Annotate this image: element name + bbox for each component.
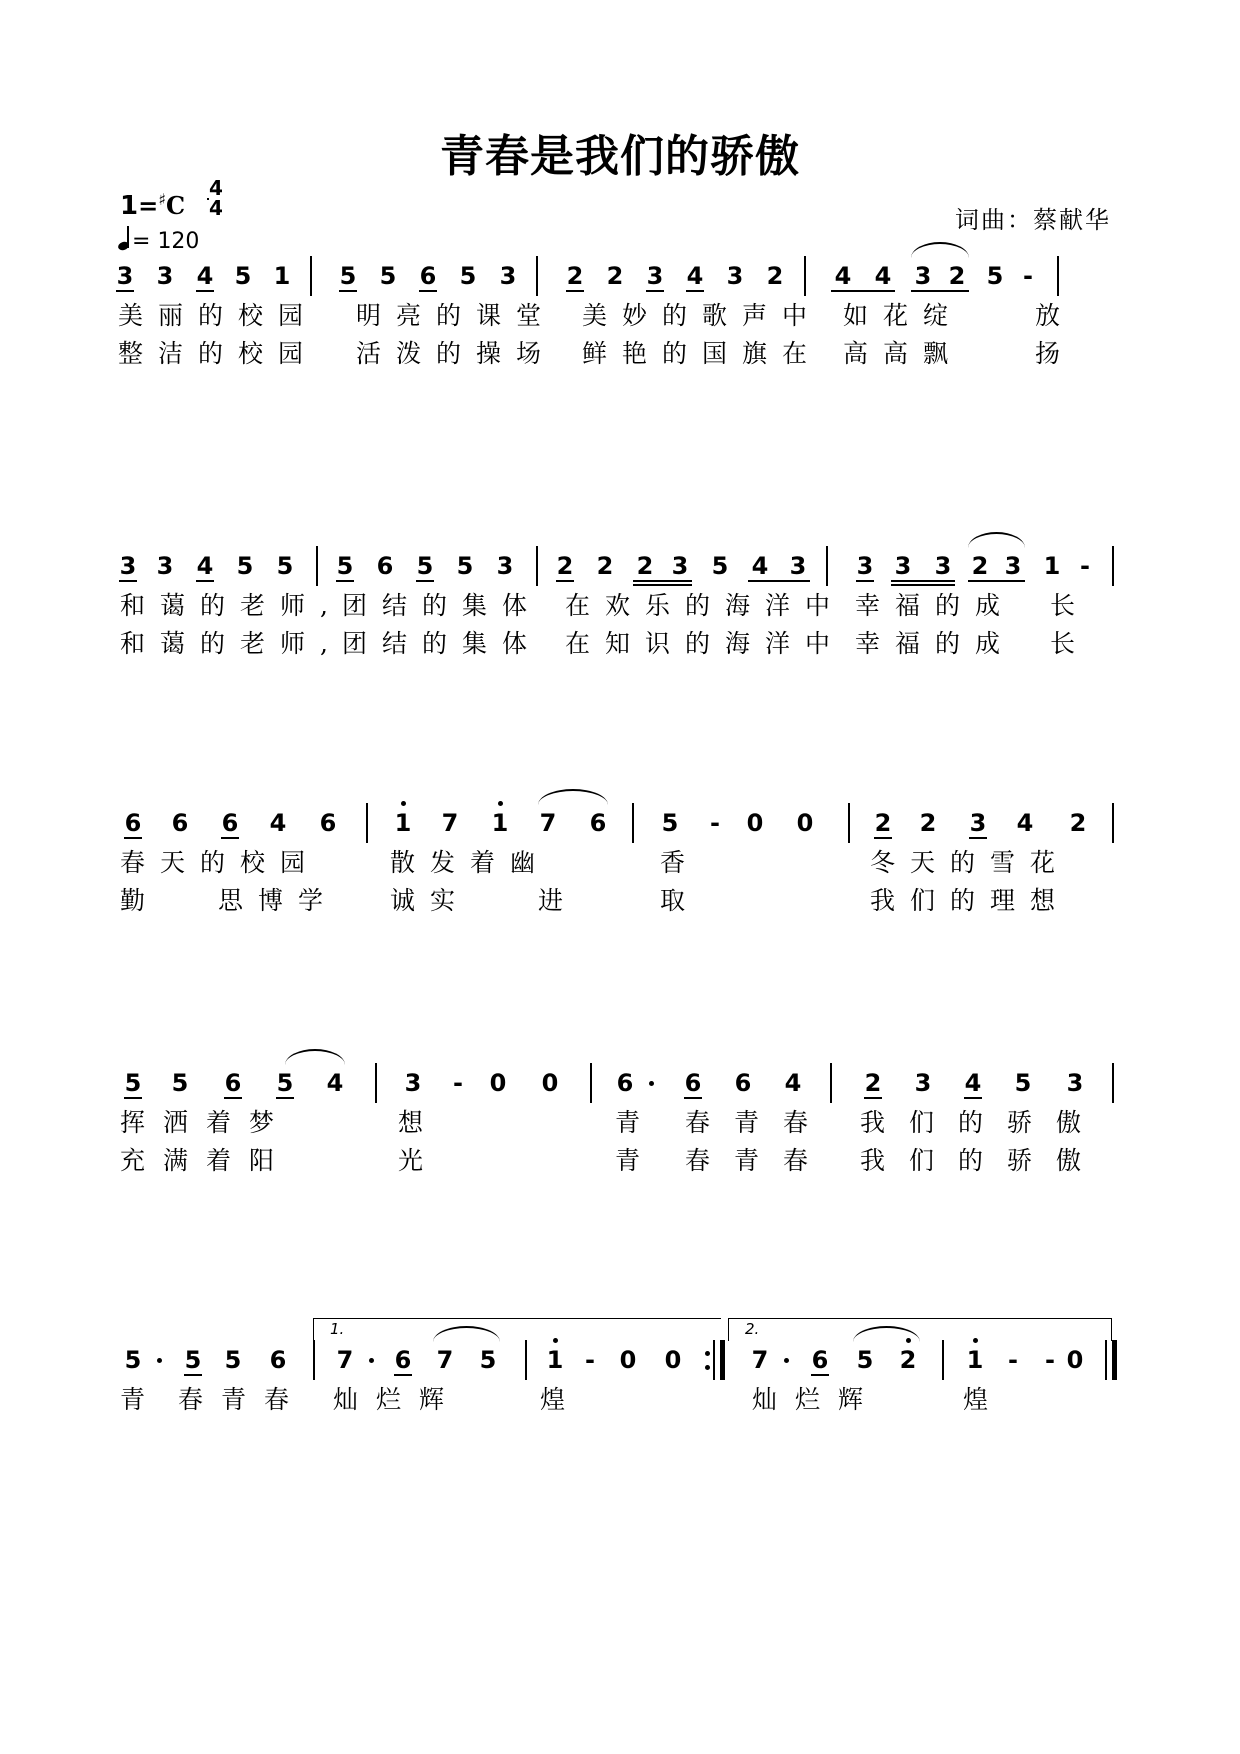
song-title: 青春是我们的骄傲	[440, 131, 800, 182]
note: 5	[276, 552, 294, 580]
note: 2	[948, 262, 966, 290]
note: 4	[751, 552, 769, 580]
barline	[804, 256, 806, 296]
note: 0	[489, 1069, 507, 1097]
barline	[942, 1340, 944, 1380]
note: 5	[711, 552, 729, 580]
barline	[848, 803, 850, 843]
note: 6	[811, 1346, 829, 1374]
note: 1	[1043, 552, 1061, 580]
key-signature: 1=♯C	[120, 190, 186, 221]
underline	[276, 1097, 294, 1099]
note: 3	[156, 262, 174, 290]
note: 3	[1004, 552, 1022, 580]
lyric-text: 青	[120, 1385, 146, 1414]
underline	[646, 290, 664, 292]
augmentation-dot	[369, 1358, 374, 1363]
lyric-text: 美妙的歌声中	[582, 301, 823, 330]
note: 5	[276, 1069, 294, 1097]
augmentation-dot	[649, 1081, 654, 1086]
underline	[964, 1097, 982, 1099]
dash: -	[1080, 552, 1090, 580]
dash: -	[585, 1346, 595, 1374]
barline	[310, 256, 312, 296]
note: 4	[964, 1069, 982, 1097]
note: 3	[789, 552, 807, 580]
barline	[632, 803, 634, 843]
note: 5	[124, 1069, 142, 1097]
note: 2	[596, 552, 614, 580]
note: 6	[319, 809, 337, 837]
barline	[590, 1063, 592, 1103]
note: 5	[236, 552, 254, 580]
barline	[536, 546, 538, 586]
note: 6	[419, 262, 437, 290]
note: 3	[914, 262, 932, 290]
octave-dot	[973, 1338, 978, 1343]
dash: -	[710, 809, 720, 837]
repeat-dot	[705, 1351, 710, 1356]
underline	[119, 580, 137, 582]
note: 0	[619, 1346, 637, 1374]
lyric-text: 团结的集体	[342, 591, 543, 620]
lyric-text: 团结的集体	[342, 629, 543, 658]
lyric-text: 挥洒着梦	[120, 1108, 293, 1137]
barline	[826, 546, 828, 586]
note: 5	[661, 809, 679, 837]
octave-dot	[498, 801, 503, 806]
note: 3	[646, 262, 664, 290]
note: 0	[796, 809, 814, 837]
barline	[720, 1340, 725, 1380]
octave-dot	[553, 1338, 558, 1343]
note: 5	[336, 552, 354, 580]
lyric-text: 和蔼的老师,	[120, 591, 343, 620]
underline	[684, 1097, 702, 1099]
note: 7	[539, 809, 557, 837]
note: 2	[556, 552, 574, 580]
lyric-text: 春青春	[685, 1146, 833, 1175]
barline	[316, 546, 318, 586]
underline	[566, 290, 584, 292]
note: 2	[971, 552, 989, 580]
volta-number-2: 2.	[745, 1320, 760, 1338]
barline	[536, 256, 538, 296]
note: 5	[856, 1346, 874, 1374]
barline	[713, 1340, 715, 1380]
lyric-text: 青	[615, 1146, 641, 1175]
underline	[811, 1374, 829, 1376]
lyric-text: 诚实	[390, 886, 471, 915]
dash: -	[1045, 1346, 1055, 1374]
underline	[124, 1097, 142, 1099]
barline	[366, 803, 368, 843]
lyric-text: 充满着阳	[120, 1146, 293, 1175]
note: 1	[546, 1346, 564, 1374]
note: 0	[541, 1069, 559, 1097]
note: 2	[919, 809, 937, 837]
note: 4	[784, 1069, 802, 1097]
underline	[556, 580, 574, 582]
note: 2	[566, 262, 584, 290]
tie-arc	[538, 789, 608, 805]
lyric-text: 香	[660, 848, 686, 877]
note: 5	[124, 1346, 142, 1374]
lyric-text: 美丽的校园	[118, 301, 319, 330]
note: 3	[934, 552, 952, 580]
octave-dot	[401, 801, 406, 806]
tie-arc	[911, 242, 969, 258]
note: 7	[441, 809, 459, 837]
note: 3	[1066, 1069, 1084, 1097]
underline	[339, 290, 357, 292]
underline	[686, 290, 704, 292]
lyric-text: 活泼的操场	[356, 339, 557, 368]
note: 6	[269, 1346, 287, 1374]
note: 5	[479, 1346, 497, 1374]
underline	[184, 1374, 202, 1376]
barline	[1057, 256, 1059, 296]
note: 3	[119, 552, 137, 580]
note: 5	[379, 262, 397, 290]
lyric-text: 散发着幽	[390, 848, 551, 877]
volta-bracket-1	[313, 1318, 721, 1341]
note: 7	[336, 1346, 354, 1374]
note: 3	[914, 1069, 932, 1097]
underline	[394, 1374, 412, 1376]
note: 5	[184, 1346, 202, 1374]
note: 3	[404, 1069, 422, 1097]
beam-underline	[968, 580, 1025, 582]
barline	[1112, 1340, 1117, 1380]
dash: -	[453, 1069, 463, 1097]
lyric-text: 明亮的课堂	[356, 301, 557, 330]
underline	[196, 580, 214, 582]
note: 2	[606, 262, 624, 290]
note: 6	[124, 809, 142, 837]
note: 2	[874, 809, 892, 837]
underline	[196, 290, 214, 292]
barline	[525, 1340, 527, 1380]
note: 5	[234, 262, 252, 290]
beam-underline	[911, 290, 969, 292]
lyric-text: 我们的骄傲	[860, 1146, 1106, 1175]
note: 0	[664, 1346, 682, 1374]
barline	[1112, 546, 1114, 586]
note: 7	[436, 1346, 454, 1374]
lyric-text: 整洁的校园	[118, 339, 319, 368]
barline	[1105, 1340, 1107, 1380]
lyric-text: 青	[615, 1108, 641, 1137]
note: 2	[766, 262, 784, 290]
note: 2	[1069, 809, 1087, 837]
barline	[375, 1063, 377, 1103]
lyric-text: 鲜艳的国旗在	[582, 339, 823, 368]
note: 4	[834, 262, 852, 290]
lyric-text: 想	[398, 1108, 424, 1137]
lyric-text: 灿烂辉	[333, 1385, 463, 1414]
lyric-text: 和蔼的老师,	[120, 629, 343, 658]
repeat-dot	[705, 1365, 710, 1370]
augmentation-dot	[157, 1358, 162, 1363]
tie-arc	[968, 532, 1025, 548]
composer-credit: 词曲：蔡献华	[955, 206, 1111, 234]
underline	[221, 837, 239, 839]
dash: -	[1023, 262, 1033, 290]
lyric-text: 如花绽	[843, 301, 964, 330]
note: 3	[856, 552, 874, 580]
lyric-text: 春青春	[178, 1385, 308, 1414]
lyric-text: 春青春	[685, 1108, 833, 1137]
lyric-text: 煌	[540, 1385, 566, 1414]
lyric-text: 勤	[120, 886, 146, 915]
note: 4	[874, 262, 892, 290]
note: 4	[686, 262, 704, 290]
note: 4	[326, 1069, 344, 1097]
note: 3	[116, 262, 134, 290]
lyric-text: 放	[1035, 301, 1061, 330]
volta-bracket-2	[728, 1318, 1112, 1341]
lyric-text: 高高飘	[843, 339, 964, 368]
note: 1	[273, 262, 291, 290]
tempo-marking: = 120	[118, 226, 199, 254]
volta-number-1: 1.	[330, 1320, 345, 1338]
note: 5	[986, 262, 1004, 290]
note: 1	[966, 1346, 984, 1374]
note: 5	[456, 552, 474, 580]
underline	[124, 837, 142, 839]
underline	[416, 580, 434, 582]
beam-underline	[831, 290, 895, 292]
lyric-text: 幸福的成	[855, 591, 1016, 620]
lyric-text: 冬天的雪花	[870, 848, 1071, 877]
note: 4	[1016, 809, 1034, 837]
note: 6	[376, 552, 394, 580]
barline	[830, 1063, 832, 1103]
note: 2	[899, 1346, 917, 1374]
beam-underline	[891, 580, 955, 582]
quarter-note-icon	[118, 226, 132, 252]
note: 6	[221, 809, 239, 837]
beam-underline	[748, 580, 810, 582]
note: 3	[969, 809, 987, 837]
note: 6	[224, 1069, 242, 1097]
note: 1	[394, 809, 412, 837]
underline	[224, 1097, 242, 1099]
note: 5	[459, 262, 477, 290]
note: 3	[671, 552, 689, 580]
note: 0	[746, 809, 764, 837]
lyric-text: 在知识的海洋中	[565, 629, 846, 658]
note: 3	[726, 262, 744, 290]
lyric-text: 春天的校园	[120, 848, 321, 877]
dash: -	[1008, 1346, 1018, 1374]
note: 1	[491, 809, 509, 837]
note: 5	[224, 1346, 242, 1374]
note: 5	[416, 552, 434, 580]
lyric-text: 煌	[963, 1385, 989, 1414]
note: 2	[636, 552, 654, 580]
barline	[313, 1340, 315, 1380]
lyric-text: 长	[1050, 629, 1076, 658]
note: 2	[864, 1069, 882, 1097]
note: 3	[496, 552, 514, 580]
note: 4	[269, 809, 287, 837]
underline	[336, 580, 354, 582]
barline	[1112, 803, 1114, 843]
augmentation-dot	[784, 1358, 789, 1363]
note: 5	[339, 262, 357, 290]
lyric-text: 我们的骄傲	[860, 1108, 1106, 1137]
note: 6	[734, 1069, 752, 1097]
note: 5	[1014, 1069, 1032, 1097]
lyric-text: 幸福的成	[855, 629, 1016, 658]
underline	[969, 837, 987, 839]
lyric-text: 思博学	[218, 886, 339, 915]
note: 4	[196, 262, 214, 290]
note: 3	[156, 552, 174, 580]
lyric-text: 我们的理想	[870, 886, 1071, 915]
lyric-text: 长	[1050, 591, 1076, 620]
note: 6	[616, 1069, 634, 1097]
underline	[116, 290, 134, 292]
note: 6	[684, 1069, 702, 1097]
lyric-text: 扬	[1035, 339, 1061, 368]
tie-arc	[285, 1049, 345, 1065]
underline	[856, 580, 874, 582]
lyric-text: 进	[538, 886, 564, 915]
underline	[874, 837, 892, 839]
beam-underline	[633, 580, 692, 582]
lyric-text: 光	[398, 1146, 424, 1175]
note: 6	[589, 809, 607, 837]
note: 6	[394, 1346, 412, 1374]
note: 7	[751, 1346, 769, 1374]
time-signature: 4 4	[205, 178, 227, 218]
lyric-text: 灿烂辉	[752, 1385, 882, 1414]
note: 4	[196, 552, 214, 580]
note: 6	[171, 809, 189, 837]
note: 3	[499, 262, 517, 290]
note: 0	[1066, 1346, 1084, 1374]
lyric-text: 在欢乐的海洋中	[565, 591, 846, 620]
note: 3	[894, 552, 912, 580]
underline	[864, 1097, 882, 1099]
lyric-text: 取	[660, 886, 686, 915]
barline	[1112, 1063, 1114, 1103]
note: 5	[171, 1069, 189, 1097]
underline	[419, 290, 437, 292]
